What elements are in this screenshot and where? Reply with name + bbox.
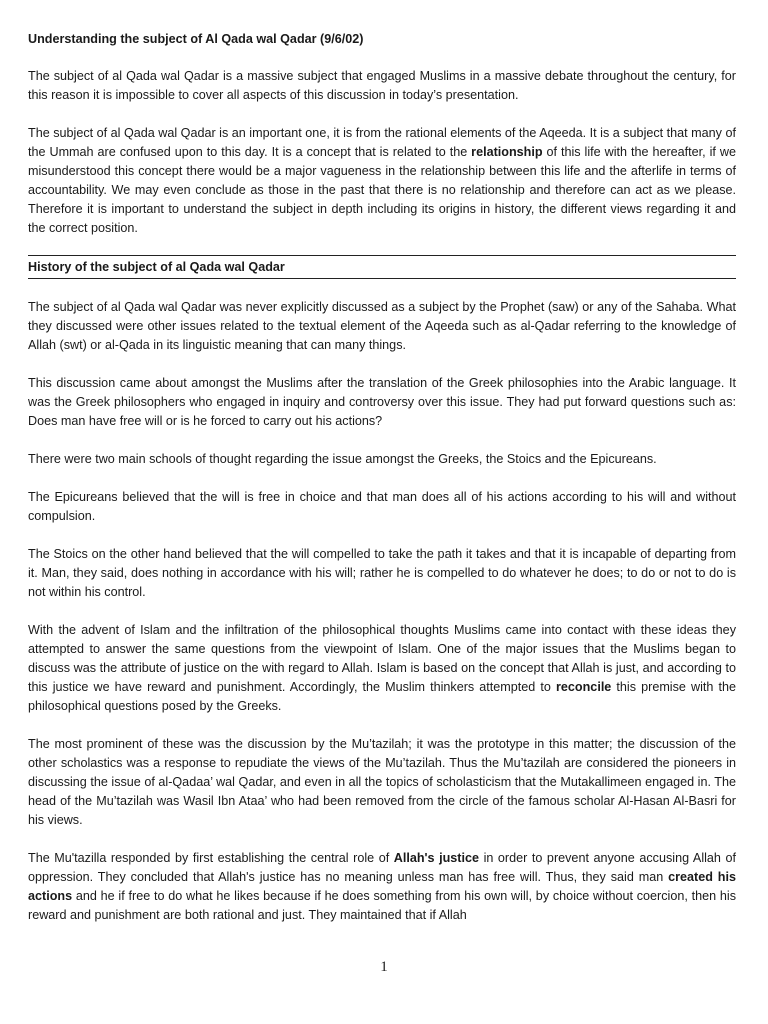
page-number: 1 bbox=[380, 959, 388, 975]
bold-term-created-his-actions: created his actions bbox=[28, 870, 736, 903]
bold-term-reconcile: reconcile bbox=[556, 680, 612, 694]
text-run: With the advent of Islam and the infiltration of the philosophical thoughts Muslims came into contact with these ideas they attempted to answer the same questions from the viewpoint of Islam. One of the major issues that the Muslims began to discuss was the attribute of justice on the with regard to Allah. Islam is based on the concept that Allah is just, and according to this justice we have reward and punishment. Accordingly, the Muslim thinkers attempted to bbox=[28, 623, 736, 694]
bold-term-relationship: relationship bbox=[471, 145, 543, 159]
text-run: this premise with the philosophical questions posed by the Greeks. bbox=[28, 680, 736, 713]
history-paragraph-5: The Stoics on the other hand believed that the will compelled to take the path it takes and that it is incapable of departing from it. Man, they said, does nothing in accordance with his will; rather he is compelled to do whatever he does; to do or not to do is not within his control. bbox=[28, 547, 736, 599]
text-run: of this life with the hereafter, if we misunderstood this concept there would be a major vagueness in the relationship between this life and the afterlife in terms of accountability. We may even conclude as those in the past that there is no relationship and therefore can act as we please. Therefore it is important to understand the subject in depth including its origins in history, the different views regarding it and the correct position. bbox=[28, 145, 736, 235]
intro-paragraph-1: The subject of al Qada wal Qadar is a massive subject that engaged Muslims in a massive debate throughout the century, for this reason it is impossible to cover all aspects of this discussion in today’s presentation. bbox=[28, 69, 736, 102]
history-paragraph-8 bbox=[28, 849, 736, 925]
bold-term-allahs-justice: Allah's justice bbox=[393, 851, 480, 865]
intro-paragraph-2 bbox=[28, 124, 736, 238]
history-paragraph-4: The Epicureans believed that the will is free in choice and that man does all of his actions according to his will and without compulsion. bbox=[28, 490, 736, 523]
text-run: and he if free to do what he likes because if he does something from his own will, by choice without coercion, then his reward and punishment are both rational and just. They maintained that if Allah bbox=[28, 889, 736, 922]
history-paragraph-3: There were two main schools of thought regarding the issue amongst the Greeks, the Stoics and the Epicureans. bbox=[28, 452, 657, 466]
document-title: Understanding the subject of Al Qada wal Qadar (9/6/02) bbox=[28, 32, 364, 46]
section-heading-history: History of the subject of al Qada wal Qadar bbox=[28, 255, 736, 279]
document-body bbox=[28, 30, 736, 944]
history-paragraph-6 bbox=[28, 621, 736, 716]
text-run: in order to prevent anyone accusing Allah of oppression. They concluded that Allah's justice has no meaning unless man has free will. Thus, they said man bbox=[28, 851, 736, 884]
text-run: The Mu'tazilla responded by first establishing the central role of bbox=[28, 851, 394, 865]
text-run: The subject of al Qada wal Qadar is an important one, it is from the rational elements of the Aqeeda. It is a subject that many of the Ummah are confused upon to this day. It is a concept that is related to the bbox=[28, 126, 736, 159]
history-paragraph-7: The most prominent of these was the discussion by the Mu’tazilah; it was the prototype in this matter; the discussion of the other scholastics was a response to repudiate the views of the Mu’tazilah. Thus the Mu’tazilah are considered the pioneers in discussing the issue of al-Qadaa’ wal Qadar, and even in all the topics of scholasticism that the Mutakallimeen engaged in. The head of the Mu’tazilah was Wasil Ibn Ataa’ who had been removed from the circle of the famous scholar Al-Hasan Al-Basri for his views. bbox=[28, 737, 736, 827]
history-paragraph-2: This discussion came about amongst the Muslims after the translation of the Greek philosophies into the Arabic language. It was the Greek philosophers who engaged in inquiry and controversy over this issue. They had put forward questions such as: Does man have free will or is he forced to carry out his actions? bbox=[28, 376, 736, 428]
history-paragraph-1: The subject of al Qada wal Qadar was never explicitly discussed as a subject by the Prophet (saw) or any of the Sahaba. What they discussed were other issues related to the textual element of the Aqeeda such as al-Qadar referring to the knowledge of Allah (swt) or al-Qada in its linguistic meaning that can many things. bbox=[28, 300, 736, 352]
